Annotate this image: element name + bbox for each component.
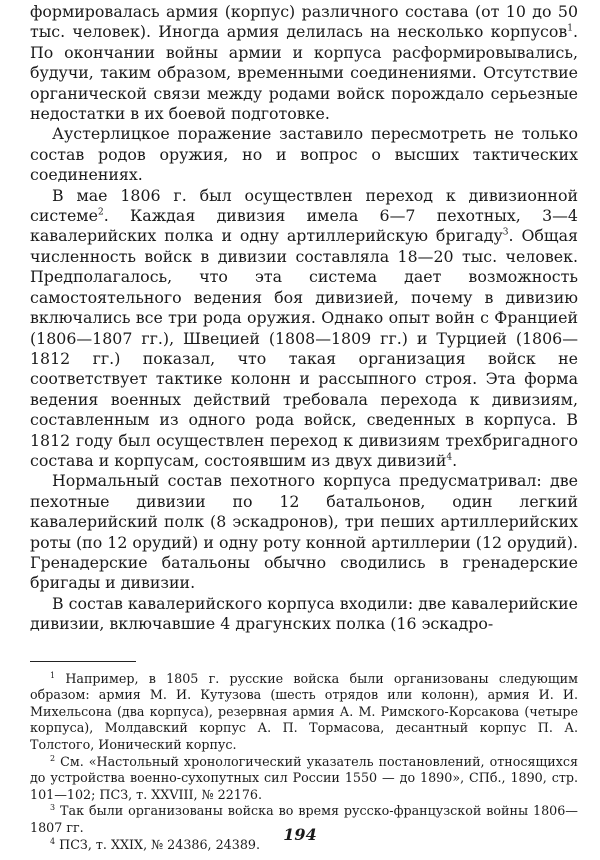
main-text (30, 2, 578, 635)
footnote-text: Например, в 1805 г. русские войска были организованы следующим образом: армия М. И. Кутузова (шесть отрядов или колонн), армия И. И. Михельсона (два корпуса), резервная армия А. М. Римского-Корсакова (четыре корпуса), Молдавский корпус А. П. Тормасова, десантный корпус П. А. Толстого, Ионический корпус. (30, 670, 578, 752)
paragraph-text: . По окончании войны армии и корпуса расформировывались, будучи, таким образом, временными соединениями. Отсутствие органической связи между родами войск порождало серьезные недостатки в их боевой подготовке. (30, 22, 578, 124)
paragraph-5 (30, 594, 578, 635)
footnote-ref: 4 (446, 452, 453, 463)
paragraph-text: . Каждая дивизия имела 6—7 пехотных, 3—4 кавалерийских полка и одну артиллерийскую бригаду (30, 206, 578, 246)
footnote-1 (30, 671, 578, 754)
paragraph-3 (30, 186, 578, 472)
footnote-number: 2 (50, 753, 56, 763)
paragraph-1 (30, 2, 578, 124)
footnote-number: 3 (50, 803, 56, 813)
paragraph-text: формировалась армия (корпус) различного состава (от 10 до 50 тыс. человек). Иногда армия делилась на несколько корпусов (30, 2, 578, 42)
footnote-ref: 1 (567, 24, 573, 35)
footnote-number: 1 (50, 670, 56, 680)
footnote-text: ПСЗ, т. XXIX, № 24386, 24389. (59, 836, 261, 852)
footnote-text: См. «Настольный хронологический указатель постановлений, относящихся до устройства военно-сухопутных сил России 1550 — до 1890», СПб., 1890, стр. 101—102; ПСЗ, т. XXVIII, № 22176. (30, 753, 578, 802)
paragraph-text: В мае 1806 г. был осуществлен переход к дивизионной системе (30, 185, 578, 226)
paragraph-text: Аустерлицкое поражение заставило пересмотреть не только состав родов оружия, но и вопрос о высших тактических соединениях. (30, 124, 578, 185)
paragraph-2 (30, 124, 578, 185)
footnote-divider (30, 661, 136, 662)
footnote-ref: 2 (97, 207, 104, 218)
footnote-ref: 3 (502, 228, 509, 239)
paragraph-text: . Общая численность войск в дивизии составляла 18—20 тыс. человек. Предполагалось, что эта система дает возможность самостоятельного ведения боя дивизией, почему в дивизию включались все три рода оружия. Однако опыт войн с Францией (1806—1807 гг.), Швецией (1808—1809 гг.) и Турцией (1806—1812 гг.) показал, что такая организация войск не соответствует тактике колонн и рассыпного строя. Эта форма ведения военных действий требовала перехода к дивизиям, составленным из одного рода войск, сведенных в корпуса. В 1812 году был осуществлен переход к дивизиям трехбригадного состава и корпусам, состоявшим из двух дивизий (30, 226, 578, 470)
page-number: 194 (283, 825, 317, 844)
paragraph-4 (30, 471, 578, 593)
footnote-text: Так были организованы войска во время русско-французской войны 1806—1807 гг. (30, 803, 578, 835)
paragraph-text: В состав кавалерийского корпуса входили: две кавалерийские дивизии, включавшие 4 драгунских полка (16 эскадро- (30, 593, 578, 634)
paragraph-text: . (452, 450, 458, 470)
book-page (30, 2, 578, 853)
paragraph-text: Нормальный состав пехотного корпуса предусматривал: две пехотные дивизии по 12 батальонов, один легкий кавалерийский полк (8 эскадронов), три пеших артиллерийских роты (по 12 орудий) и одну роту конной артиллерии (12 орудий). Гренадерские батальоны обычно сводились в гренадерские бригады и дивизии. (30, 471, 578, 593)
footnote-2 (30, 754, 578, 804)
footnote-number: 4 (50, 836, 56, 846)
